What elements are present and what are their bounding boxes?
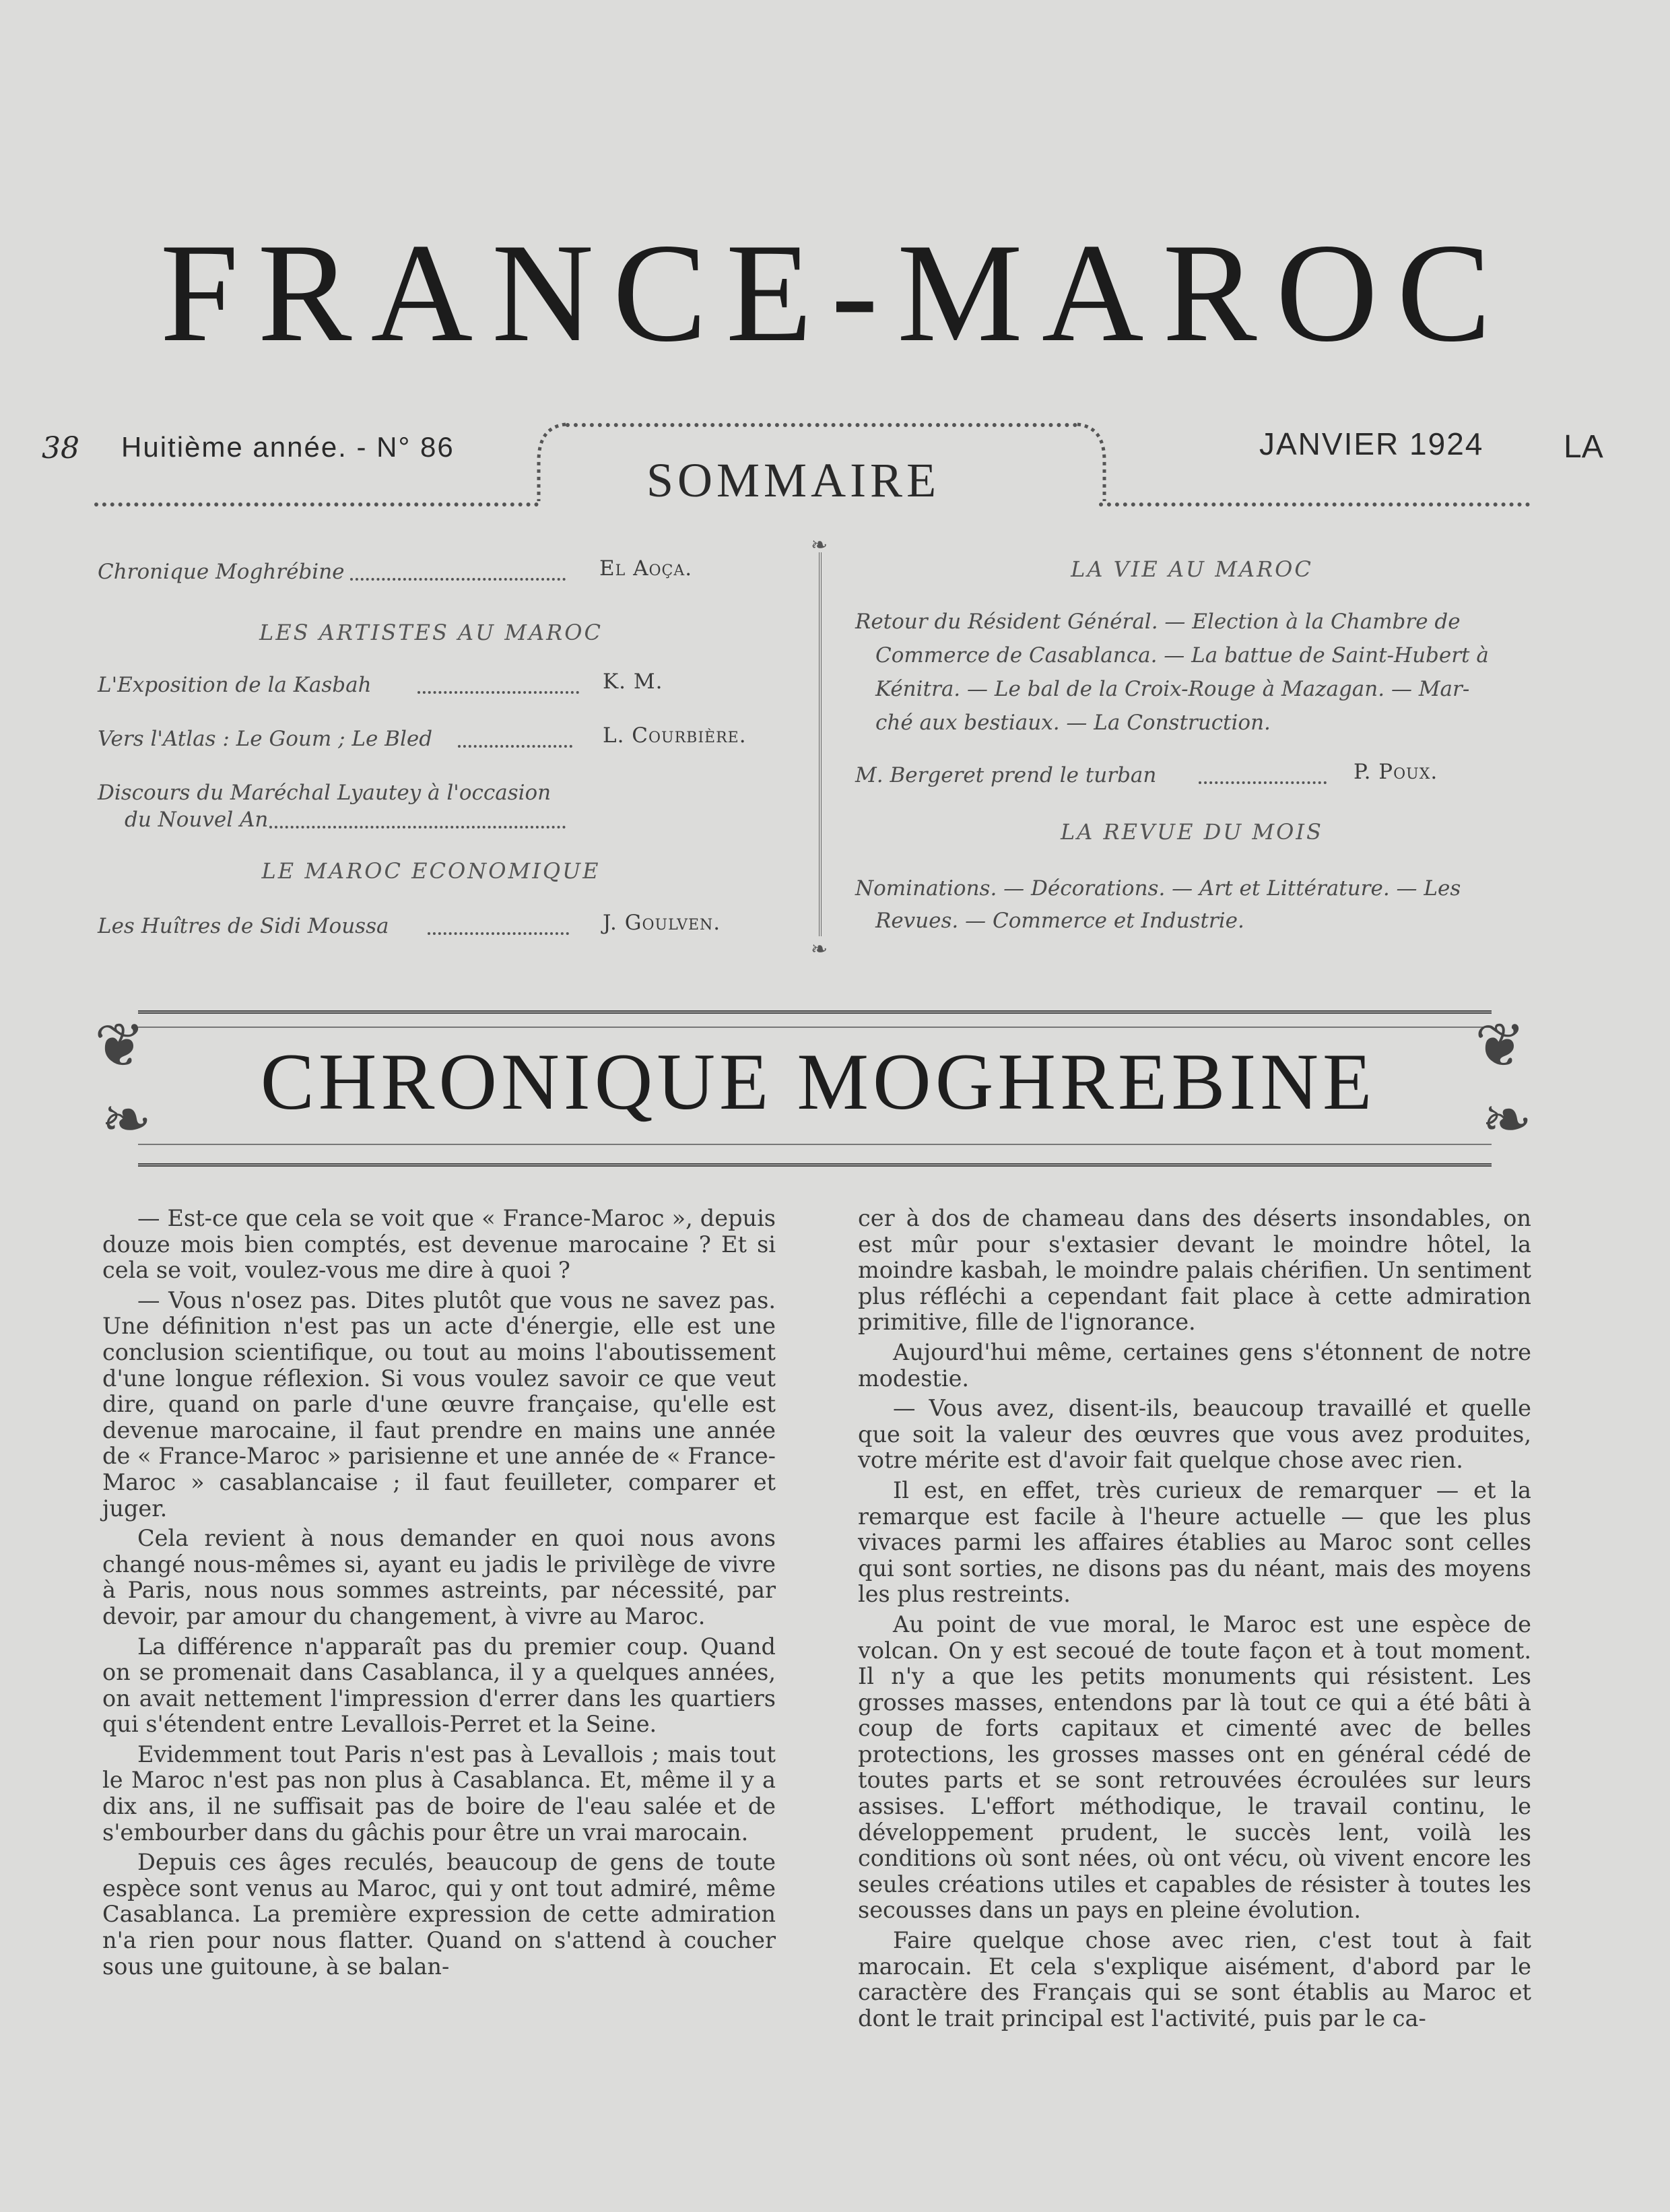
toc-vie-line3: Kénitra. — Le bal de la Croix-Rouge à Mazagan. — Mar- bbox=[875, 677, 1470, 701]
ornament-top-icon: ❧ bbox=[811, 533, 828, 557]
toc-section-heading: LA REVUE DU MOIS bbox=[1061, 819, 1323, 845]
flourish-right-bottom-icon: ❧ bbox=[1481, 1084, 1533, 1155]
toc-item-atlas: Vers l'Atlas : Le Goum ; Le Bled bbox=[98, 727, 433, 751]
article-title: CHRONIQUE MOGHREBINE bbox=[260, 1037, 1376, 1126]
sommaire-left-rule bbox=[94, 502, 539, 507]
paragraph: cer à dos de chameau dans des déserts insondables, on est mûr pour s'extasier devant le moindre hôtel, la moindre kasbah, le moindre palais chérifien. Un sentiment plus réfléchi a cependant fait place à cette admiration primitive, fille de l'ignorance. bbox=[858, 1205, 1531, 1336]
toc-item-discours-cont: du Nouvel An bbox=[125, 808, 269, 832]
issue-number: Huitième année. - N° 86 bbox=[121, 431, 455, 463]
toc-item-exposition: L'Exposition de la Kasbah bbox=[98, 673, 372, 697]
toc-leader bbox=[1199, 781, 1327, 784]
toc-author: P. Poux. bbox=[1354, 760, 1438, 784]
toc-item-chronique: Chronique Moghrébine bbox=[98, 560, 345, 584]
flourish-left-icon: ❦ bbox=[94, 1010, 145, 1081]
toc-leader bbox=[458, 745, 572, 748]
article-column-left bbox=[102, 1206, 776, 1984]
article-column-right bbox=[858, 1206, 1531, 2036]
toc-leader bbox=[269, 826, 566, 828]
toc-section-heading: LA VIE AU MAROC bbox=[1071, 556, 1313, 582]
toc-leader bbox=[350, 578, 566, 581]
toc-section-heading: LE MAROC ECONOMIQUE bbox=[261, 858, 601, 884]
paragraph: — Est-ce que cela se voit que « France-Maroc », depuis douze mois bien comptés, est devenue marocaine ? Et si cela se voit, voulez-vous me dire à quoi ? bbox=[102, 1205, 776, 1284]
toc-item-discours: Discours du Maréchal Lyautey à l'occasion bbox=[98, 781, 552, 805]
masthead-title: FRANCE-MAROC bbox=[160, 215, 1510, 371]
paragraph: Faire quelque chose avec rien, c'est tout à fait marocain. Et cela s'explique aisément, d'abord par le caractère des Français qui se sont établis au Maroc et dont le trait principal est l'activité, puis par le ca- bbox=[858, 1927, 1531, 2031]
page-folio: 38 bbox=[42, 431, 79, 465]
toc-leader bbox=[428, 932, 569, 935]
sommaire-bracket-right bbox=[1073, 420, 1114, 508]
toc-vie-line1: Retour du Résident Général. — Election à la Chambre de bbox=[855, 610, 1461, 634]
toc-vie-line4: ché aux bestiaux. — La Construction. bbox=[875, 711, 1271, 735]
paragraph: Cela revient à nous demander en quoi nous avons changé nous-mêmes si, ayant eu jadis le privilège de vivre à Paris, nous nous sommes astreints, par nécessité, par devoir, par amour du changement, à vivre au Maroc. bbox=[102, 1525, 776, 1629]
issue-date: JANVIER 1924 bbox=[1259, 426, 1484, 461]
toc-author: J. Goulven. bbox=[603, 911, 721, 935]
sommaire-divider bbox=[819, 552, 822, 936]
toc-author: L. Courbière. bbox=[603, 723, 747, 748]
sommaire-top-rule bbox=[566, 423, 1077, 427]
paragraph: Depuis ces âges reculés, beaucoup de gens de toute espèce sont venus au Maroc, qui y ont tout admiré, même Casablanca. La première expression de cette admiration n'a rien pour nous flatter. Quand on s'attend à coucher sous une guitoune, à se balan- bbox=[102, 1849, 776, 1980]
flourish-right-icon: ❦ bbox=[1475, 1010, 1526, 1081]
paragraph: — Vous avez, disent-ils, beaucoup travaillé et quelle que soit la valeur des œuvres que vous avez produites, votre mérite est d'avoir fait quelque chose avec rien. bbox=[858, 1395, 1531, 1474]
flourish-left-bottom-icon: ❧ bbox=[101, 1084, 152, 1155]
toc-item-bergeret: M. Bergeret prend le turban bbox=[855, 763, 1157, 787]
cutoff-text: LA bbox=[1564, 429, 1603, 465]
paragraph: Il est, en effet, très curieux de remarquer — et la remarque est facile à l'heure actuelle — que les plus vivaces parmi les affaires établies au Maroc sont celles qui sont sorties, ne disons pas du néant, mais des moyens les plus restreints. bbox=[858, 1476, 1531, 1608]
sommaire-right-rule bbox=[1099, 502, 1530, 507]
paragraph: La différence n'apparaît pas du premier coup. Quand on se promenait dans Casablanca, il y a quelques années, on avait nettement l'impression d'errer dans les quartiers qui s'étendent entre Levallois-Perret et la Seine. bbox=[102, 1633, 776, 1738]
sommaire-title: SOMMAIRE bbox=[646, 453, 941, 507]
toc-leader bbox=[418, 691, 579, 694]
paragraph: Aujourd'hui même, certaines gens s'étonnent de notre modestie. bbox=[858, 1338, 1531, 1392]
toc-item-huitres: Les Huîtres de Sidi Moussa bbox=[98, 914, 389, 938]
sommaire-bracket-left bbox=[532, 420, 572, 508]
toc-vie-line2: Commerce de Casablanca. — La battue de Saint-Hubert à bbox=[875, 643, 1489, 668]
paragraph: Au point de vue moral, le Maroc est une espèce de volcan. On y est secoué de toute façon et à tout moment. Il n'y a que les petits monuments qui résistent. Les grosses masses, entendons par là tout ce qui a été bâti à coup de forts capitaux et cimenté avec de belles protections, les grosses masses ont en général cédé de toutes parts et se sont retrouvées écroulées sur leurs assises. L'effort méthodique, le travail continu, le développement prudent, le succès lent, voilà les conditions où sont nées, où ont vécu, où vivent encore les seules créations utiles et capables de résister à toutes les secousses dans un pays en pleine évolution. bbox=[858, 1611, 1531, 1924]
toc-revue-line2: Revues. — Commerce et Industrie. bbox=[875, 909, 1244, 933]
paragraph: Evidemment tout Paris n'est pas à Levallois ; mais tout le Maroc n'est pas non plus à Casablanca. Et, même il y a dix ans, il ne suffisait pas de boire de l'eau salée et de s'embourber dans du gâchis pour être un vrai marocain. bbox=[102, 1741, 776, 1846]
toc-revue-line1: Nominations. — Décorations. — Art et Littérature. — Les bbox=[855, 876, 1461, 901]
ornament-bottom-icon: ❧ bbox=[811, 938, 828, 961]
toc-section-heading: LES ARTISTES AU MAROC bbox=[259, 620, 603, 645]
toc-author: K. M. bbox=[603, 670, 663, 694]
toc-author: El Aoça. bbox=[599, 556, 693, 581]
paragraph: — Vous n'osez pas. Dites plutôt que vous ne savez pas. Une définition n'est pas un acte d'énergie, elle est une conclusion scientifique, ou tout au moins l'aboutissement d'une longue réflexion. Si vous voulez savoir ce que veut dire, quand on parle d'une œuvre française, qu'elle est devenue marocaine, il faut prendre en mains une année de « France-Maroc » parisienne et une année de « France-Maroc » casablancaise ; il faut feuilleter, comparer et juger. bbox=[102, 1287, 776, 1522]
